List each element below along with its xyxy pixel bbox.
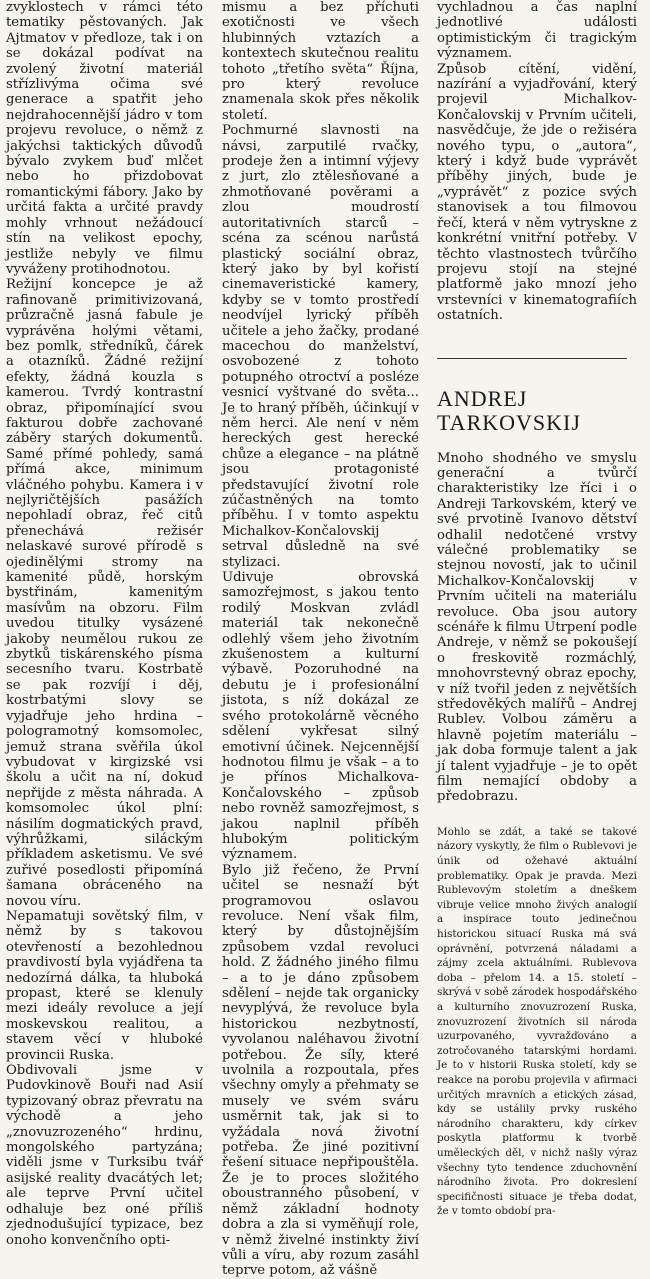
col3-paragraph-3: Mnoho shodného ve smyslu generační a tvůrčí charakteristiky lze říci i o Andreji Tarkovském, který ve své prvotině Ivanovo dětství odhalil nedotčené vrstvy válečné problematiky se stejnou novostí, jak to učinil Michalkov-Končalovskij v Prvním učiteli na materiálu revoluce. Oba jsou autory scénáře k filmu Utrpení podle Andreje, v němž se pokoušejí o freskovitě rozmáchlý, mnohovrstevný obraz epochy, v níž tvořil jeden z největších středověkých malířů – Andrej Rublev. Volbou záměru a hlavně pojetím materiálu – jak doba formuje talent a jak jí talent vyjadřuje – je to opět film nemající obdoby a předobrazu. xyxy=(437,450,637,805)
col1-paragraph-2: Režijní koncepce je až rafinovaně primitivizovaná, průzračně jasná fabule je vyprávěna holými větami, bez pomlk, středníků, čárek a otazníků. Žádné režijní efekty, žádná kouzla s kamerou. Tvrdý kontrastní obraz, připomínající svou fakturou dobře zachované záběry starých dokumentů. Samé přímé pohledy, samá přímá akce, minimum vláčného pohybu. Kamera i v nejlyričtějších pasážích nepohladí obraz, řeč citů přenechává režisér nelaskavé surové přírodě s ojedinělými stromy na kamenité půdě, horským bystřinám, kamenitým masívům na obzoru. Film uvedou titulky vysázené jakoby neumělou rukou ze zbytků tiskárenského písma secesního tvaru. Kostrbatě se pak rozvíjí i děj, kostrbatými slovy se vyjadřuje jeho hrdina – pologramotný komsomolec, jemuž strana svěřila úkol vybudovat v kirgizské vsi školu a učit na ní, dokud nepřijde z města náhrada. A komsomolec úkol plní: násilím dogmatických pravd, výhrůžkami, siláckým příkladem asketismu. Ve své zuřivé posedlosti připomíná šamana obráceného na novou víru. xyxy=(6,277,203,909)
text-column-3 xyxy=(437,0,637,1218)
col2-paragraph-1: mismu a bez příchuti exotičnosti ve všech hlubinných vztazích a kontextech skutečnou realitu tohoto „třetího světa“ Října, pro který revoluce znamenala skok přes několik století. xyxy=(222,0,419,123)
col3-paragraph-1: vychladnou a čas naplní jednotlivé události optimistickým či tragickým významem. xyxy=(437,0,637,62)
col2-paragraph-3: Udivuje obrovská samozřejmost, s jakou tento rodilý Moskvan zvládl materiál tak nekonečně odlehlý všem jeho životním zkušenostem a kulturní výbavě. Pozoruhodné na debutu je i profesionální jistota, s níž dokázal ze svého protokolárně věcného sdělení vykřesat silný emotivní účinek. Nejcennější hodnotou filmu je však – a to je přínos Michalkova-Končalovského – způsob nebo rovněž samozřejmost, s jakou naplnil příběh hlubokým politickým významem. xyxy=(222,570,419,863)
text-column-2 xyxy=(222,0,419,1279)
section-heading-line-2: TARKOVSKIJ xyxy=(437,409,581,435)
col1-paragraph-4: Obdivovali jsme v Pudovkinově Bouři nad Asií typizovaný obraz převratu na východě a jeho „znovuzrozeného“ hrdinu, mongolského partyzána; viděli jsme v Turksibu tvář asijské reality dvacátých let; ale teprve První učitel odhaluje bez oné příliš zjednodušující typizace, bez onoho konvenčního opti- xyxy=(6,1063,203,1248)
section-heading xyxy=(437,387,637,435)
text-column-1 xyxy=(6,0,203,1248)
col1-paragraph-3: Nepamatuji sovětský film, v němž by s takovou otevřeností a bezohlednou pravdivostí byla vyjádřena ta nedozírná dálka, ta hluboká propast, které se klenuly mezi ideály revoluce a její moskevskou realitou, a stavem věcí v hluboké provincii Ruska. xyxy=(6,908,203,1063)
footnote-text: Mohlo se zdát, a také se takové názory vyskytly, že film o Rublevovi je únik od ožehavé aktuální problematiky. Opak je pravda. Mezi Rublevovým stoletím a dneškem vibruje velice mnoho živých analogií a inspirace touto jedinečnou historickou situací Ruska má svá oprávnění, potvrzená náladami a zájmy zcela aktuálními. Rublevova doba – přelom 14. a 15. století – skrývá v sobě zárodek hospodářského a kulturního znovuzrození Ruska, znovuzrození životních sil národa uzurpovaného, vyvražďováno a zotročovaného tatarskými hordami. Je to v historii Ruska století, kdy se reakce na porobu projevila v afirmaci určitých mravních a etických zásad, kdy se ustálily prvky ruského národního charakteru, kdy církev poskytla platformu k tvorbě uměleckých děl, v nichž našly výraz všechny tyto tendence zduchovnění národního života. Pro dokreslení specifičnosti situace je třeba dodat, že v tomto období pra- xyxy=(437,825,637,1218)
col2-paragraph-4: Bylo již řečeno, že První učitel se nesnaží být programovou oslavou revoluce. Není však film, který by důstojnějším způsobem vzdal revoluci hold. Z žádného jiného filmu – a to je dáno způsobem sdělení – nejde tak organicky nevyplývá, že revoluce byla historickou nezbytností, vyvolanou naléhavou životní potřebou. Že síly, které uvolnila a rozpoutala, přes všechny omyly a přehmaty se musely ve svém sváru usměrnit tak, jak si to vyžádala nová životní potřeba. Že jiné pozitivní řešení situace nepřipouštěla. Že je to proces složitého oboustranného působení, v němž základní hodnoty dobra a zla si vyměňují role, v němž živelné instinkty živí vůli a víru, aby rozum zasáhl teprve potom, až vášně xyxy=(222,862,419,1279)
footnote-block xyxy=(437,825,637,1219)
col3-paragraph-2: Způsob cítění, vidění, nazírání a vyjadřování, který projevil Michalkov-Končalovskij v Prvním učiteli, nasvědčuje, že jde o režiséra nového typu, o „autora“, který i když bude vyprávět příběhy jiných, bude je „vyprávět“ z pozice svých stanovisek a tou filmovou řečí, která v něm vytryskne z konkrétní vnitřní potřeby. V těchto vlastnostech tvůrčího projevu stojí na stejné platformě jako mnozí jeho vrstevníci v kinematografiích ostatních. xyxy=(437,61,637,324)
col1-paragraph-1: zvyklostech v rámci této tematiky pěstovaných. Jak Ajtmatov v předloze, tak i on se dokázal podívat na zvolený životní materiál střízlivýma očima své generace a spatřit jeho nejdrahocennější jádro v tom projevu revoluce, o němž z jakýchsi taktických důvodů bývalo zvykem buď mlčet nebo ho přizdobovat romantickými fábory. Jako by určitá fakta a určité pravdy mohly vrhnout nežádoucí stín na velikost epochy, jestliže nebyly ve filmu vyváženy protihodnotou. xyxy=(6,0,203,277)
col2-paragraph-2: Pochmurné slavnosti na návsi, zarputilé rvačky, prodeje žen a intimní výjevy z jurt, zlo ztělesňované a zhmotňované pověrami a zlou moudrostí autoritativních starců – scéna za scénou narůstá plastický sociální obraz, který jako by byl kořistí cinemaveristické kamery, kdyby se v tomto prostředí neodvíjel lyrický příběh učitele a jeho žačky, prodané macechou do manželství, osvobozené z tohoto potupného otroctví a posléze vesnicí vyštvané do světa... Je to hraný příběh, účinkují v něm herci. Ale není v něm hereckých gest herecké chůze a elegance – na plátně jsou protagonisté představující životní role zúčastněných na tomto příběhu. I v tomto aspektu Michalkov-Končalovskij setrval důsledně na své stylizaci. xyxy=(222,123,419,570)
section-heading-line-1: ANDREJ xyxy=(437,385,528,411)
section-divider xyxy=(437,358,627,359)
